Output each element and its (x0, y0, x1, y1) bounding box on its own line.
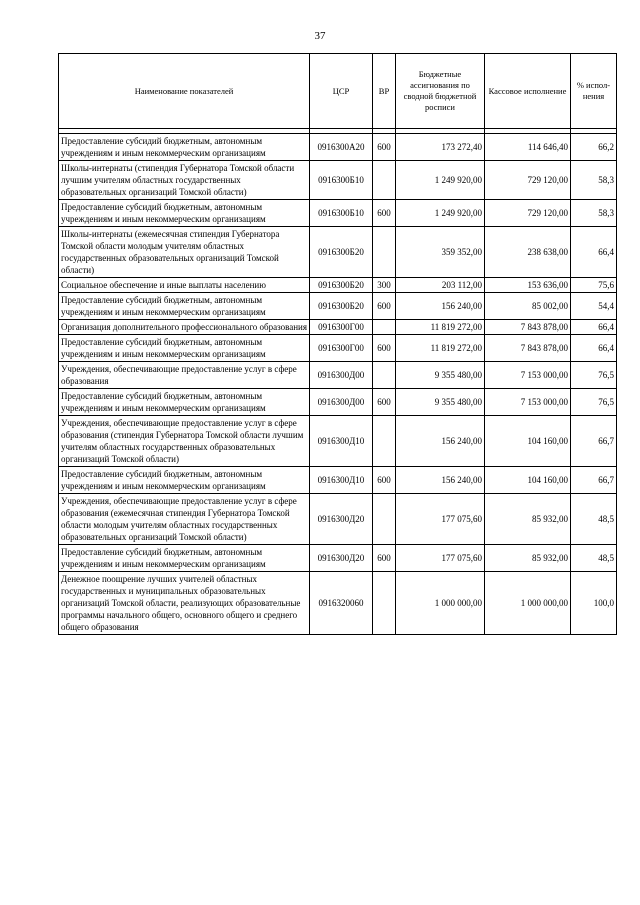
cell-csr: 0916320060 (310, 572, 373, 635)
cell-budget: 9 355 480,00 (396, 389, 485, 416)
cell-pct: 66,2 (571, 134, 617, 161)
cell-budget: 156 240,00 (396, 293, 485, 320)
cell-csr: 0916300Б20 (310, 227, 373, 278)
cell-budget: 173 272,40 (396, 134, 485, 161)
cell-csr: 0916300Б20 (310, 278, 373, 293)
cell-pct: 66,4 (571, 227, 617, 278)
cell-csr: 0916300Д10 (310, 416, 373, 467)
cell-cash: 7 153 000,00 (485, 389, 571, 416)
cell-pct: 58,3 (571, 161, 617, 200)
table-body (59, 129, 617, 635)
table-row (59, 161, 617, 200)
table-row (59, 494, 617, 545)
cell-csr: 0916300Б10 (310, 200, 373, 227)
cell-cash: 85 932,00 (485, 545, 571, 572)
cell-csr: 0916300Д20 (310, 545, 373, 572)
header-budget: Бюджетные ассигнования по сводной бюджетной росписи (396, 54, 485, 129)
cell-name: Предоставление субсидий бюджетным, автономным учреждениям и иным некоммерческим организациям (59, 293, 310, 320)
cell-budget: 1 000 000,00 (396, 572, 485, 635)
cell-vr (373, 320, 396, 335)
cell-budget: 156 240,00 (396, 416, 485, 467)
cell-vr: 600 (373, 293, 396, 320)
cell-name: Денежное поощрение лучших учителей областных государственных и муниципальных образовательных организаций Томской области, реализующих образовательные программы начального общего, основного общего и среднего общего образования (59, 572, 310, 635)
cell-name: Учреждения, обеспечивающие предоставление услуг в сфере образования (стипендия Губернатора Томской области лучшим учителям областных государственных образовательных организаций Томской области) (59, 416, 310, 467)
cell-pct: 48,5 (571, 545, 617, 572)
cell-name: Школы-интернаты (ежемесячная стипендия Губернатора Томской области молодым учителям областных государственных образовательных организаций Томской области) (59, 227, 310, 278)
cell-name: Школы-интернаты (стипендия Губернатора Томской области лучшим учителям областных государственных образовательных организаций Томской области) (59, 161, 310, 200)
cell-csr: 0916300Г00 (310, 335, 373, 362)
cell-budget: 11 819 272,00 (396, 335, 485, 362)
cell-budget: 1 249 920,00 (396, 161, 485, 200)
table-row (59, 134, 617, 161)
cell-name: Учреждения, обеспечивающие предоставление услуг в сфере образования (ежемесячная стипендия Губернатора Томской области молодым учителям областных государственных образовательных организаций Томской области) (59, 494, 310, 545)
cell-name: Предоставление субсидий бюджетным, автономным учреждениям и иным некоммерческим организациям (59, 467, 310, 494)
header-csr: ЦСР (310, 54, 373, 129)
table-row (59, 389, 617, 416)
cell-pct: 66,4 (571, 320, 617, 335)
table-row (59, 416, 617, 467)
cell-name: Социальное обеспечение и иные выплаты населению (59, 278, 310, 293)
cell-budget: 203 112,00 (396, 278, 485, 293)
cell-budget: 177 075,60 (396, 545, 485, 572)
cell-name: Предоставление субсидий бюджетным, автономным учреждениям и иным некоммерческим организациям (59, 200, 310, 227)
cell-name: Предоставление субсидий бюджетным, автономным учреждениям и иным некоммерческим организациям (59, 545, 310, 572)
cell-pct: 48,5 (571, 494, 617, 545)
cell-vr: 600 (373, 467, 396, 494)
cell-pct: 66,7 (571, 467, 617, 494)
page-number: 37 (314, 30, 326, 42)
cell-cash: 1 000 000,00 (485, 572, 571, 635)
cell-vr: 600 (373, 134, 396, 161)
cell-vr (373, 161, 396, 200)
cell-vr: 600 (373, 389, 396, 416)
cell-vr: 300 (373, 278, 396, 293)
cell-csr: 0916300Д00 (310, 389, 373, 416)
cell-csr: 0916300Д00 (310, 362, 373, 389)
budget-table (58, 53, 617, 635)
cell-csr: 0916300Б10 (310, 161, 373, 200)
table-row (59, 545, 617, 572)
cell-cash: 729 120,00 (485, 200, 571, 227)
cell-pct: 54,4 (571, 293, 617, 320)
cell-name: Учреждения, обеспечивающие предоставление услуг в сфере образования (59, 362, 310, 389)
cell-name: Предоставление субсидий бюджетным, автономным учреждениям и иным некоммерческим организациям (59, 335, 310, 362)
cell-vr (373, 416, 396, 467)
cell-cash: 7 843 878,00 (485, 320, 571, 335)
header-pct: % испол-нения (571, 54, 617, 129)
cell-vr (373, 572, 396, 635)
cell-pct: 66,4 (571, 335, 617, 362)
cell-vr (373, 227, 396, 278)
table-row (59, 293, 617, 320)
cell-budget: 359 352,00 (396, 227, 485, 278)
table-row (59, 320, 617, 335)
cell-cash: 104 160,00 (485, 467, 571, 494)
cell-pct: 58,3 (571, 200, 617, 227)
table-row (59, 335, 617, 362)
cell-csr: 0916300Д20 (310, 494, 373, 545)
table-row (59, 278, 617, 293)
cell-cash: 7 843 878,00 (485, 335, 571, 362)
cell-csr: 0916300Д10 (310, 467, 373, 494)
cell-vr (373, 494, 396, 545)
cell-vr: 600 (373, 200, 396, 227)
header-cash: Кассовое исполнение (485, 54, 571, 129)
cell-pct: 100,0 (571, 572, 617, 635)
cell-vr: 600 (373, 335, 396, 362)
cell-name: Организация дополнительного профессионального образования (59, 320, 310, 335)
cell-cash: 85 002,00 (485, 293, 571, 320)
header-name: Наименование показателей (59, 54, 310, 129)
cell-pct: 76,5 (571, 362, 617, 389)
cell-csr: 0916300Б20 (310, 293, 373, 320)
cell-budget: 1 249 920,00 (396, 200, 485, 227)
cell-name: Предоставление субсидий бюджетным, автономным учреждениям и иным некоммерческим организациям (59, 389, 310, 416)
cell-vr (373, 362, 396, 389)
cell-cash: 114 646,40 (485, 134, 571, 161)
table-row (59, 227, 617, 278)
cell-budget: 177 075,60 (396, 494, 485, 545)
cell-cash: 7 153 000,00 (485, 362, 571, 389)
cell-csr: 0916300Г00 (310, 320, 373, 335)
cell-cash: 238 638,00 (485, 227, 571, 278)
cell-cash: 85 932,00 (485, 494, 571, 545)
cell-budget: 9 355 480,00 (396, 362, 485, 389)
cell-cash: 153 636,00 (485, 278, 571, 293)
cell-budget: 11 819 272,00 (396, 320, 485, 335)
cell-pct: 66,7 (571, 416, 617, 467)
header-vr: ВР (373, 54, 396, 129)
table-row (59, 200, 617, 227)
table-row (59, 467, 617, 494)
cell-pct: 76,5 (571, 389, 617, 416)
cell-budget: 156 240,00 (396, 467, 485, 494)
cell-vr: 600 (373, 545, 396, 572)
cell-name: Предоставление субсидий бюджетным, автономным учреждениям и иным некоммерческим организациям (59, 134, 310, 161)
cell-cash: 729 120,00 (485, 161, 571, 200)
table-header-row (59, 54, 617, 129)
cell-cash: 104 160,00 (485, 416, 571, 467)
cell-pct: 75,6 (571, 278, 617, 293)
cell-csr: 0916300А20 (310, 134, 373, 161)
table-row (59, 362, 617, 389)
table-row (59, 572, 617, 635)
